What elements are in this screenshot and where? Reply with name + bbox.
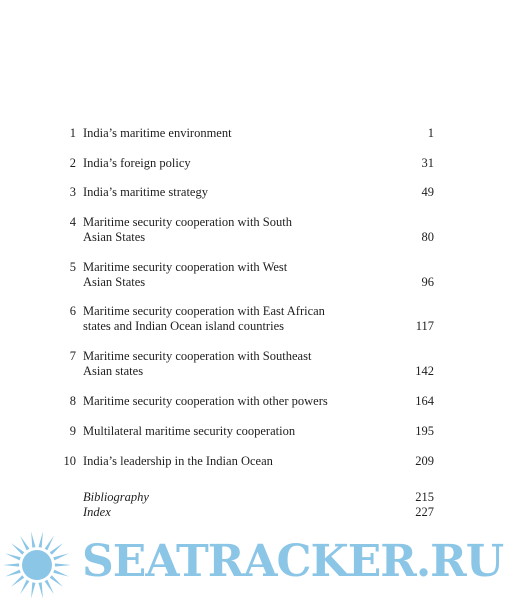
chapter-title: Maritime security cooperation with South bbox=[83, 215, 292, 229]
chapter-number: 3 bbox=[69, 185, 76, 199]
page-number: 117 bbox=[415, 319, 434, 333]
chapter-number: 1 bbox=[69, 126, 76, 140]
sun-ray bbox=[55, 563, 71, 566]
chapter-title: Maritime security cooperation with East African bbox=[83, 304, 325, 318]
sun-ray bbox=[45, 580, 54, 595]
bibliography-label: Bibliography bbox=[83, 490, 149, 504]
page-number: 1 bbox=[427, 126, 434, 140]
chapter-title-continued: Asian states bbox=[83, 364, 144, 378]
sun-ray bbox=[50, 543, 63, 555]
sun-ray bbox=[39, 532, 43, 548]
chapter-title: India’s leadership in the Indian Ocean bbox=[83, 454, 273, 468]
chapter-title-continued: Asian States bbox=[83, 230, 146, 244]
sun-ray bbox=[31, 532, 35, 548]
page-number: 227 bbox=[415, 505, 434, 519]
sun-ray bbox=[50, 575, 63, 587]
sun-ray bbox=[5, 570, 21, 577]
chapter-title: Maritime security cooperation with West bbox=[83, 260, 288, 274]
page-number: 215 bbox=[415, 490, 434, 504]
sun-ray bbox=[53, 553, 69, 560]
sun-ray bbox=[11, 543, 24, 555]
sun-ray bbox=[5, 553, 21, 560]
chapter-number: 5 bbox=[69, 260, 76, 274]
chapter-number: 9 bbox=[69, 424, 76, 438]
sun-ray bbox=[39, 582, 43, 598]
chapter-number: 7 bbox=[69, 349, 76, 363]
page-number: 195 bbox=[415, 424, 434, 438]
sun-ray bbox=[11, 575, 24, 587]
page-number: 31 bbox=[421, 156, 434, 170]
chapter-title: India’s maritime environment bbox=[83, 126, 232, 140]
sun-ray bbox=[3, 563, 19, 566]
page-number: 142 bbox=[415, 364, 434, 378]
chapter-title: Maritime security cooperation with other powers bbox=[83, 394, 328, 408]
sun-ray bbox=[53, 570, 69, 577]
sun-ray bbox=[45, 536, 54, 551]
chapter-number: 4 bbox=[69, 215, 76, 229]
page-number: 164 bbox=[415, 394, 434, 408]
index-label: Index bbox=[83, 505, 111, 519]
page-number: 209 bbox=[415, 454, 434, 468]
watermark-text: SEATRACKER.RU bbox=[82, 536, 504, 587]
chapter-number: 2 bbox=[69, 156, 76, 170]
sun-ray bbox=[31, 582, 35, 598]
page-number: 80 bbox=[421, 230, 434, 244]
page-number: 96 bbox=[421, 275, 434, 289]
chapter-number: 8 bbox=[69, 394, 76, 408]
sun-logo-icon bbox=[0, 520, 80, 601]
chapter-number: 10 bbox=[63, 454, 76, 468]
page-number: 49 bbox=[421, 185, 434, 199]
chapter-title: India’s foreign policy bbox=[83, 156, 191, 170]
chapter-title-continued: Asian States bbox=[83, 275, 146, 289]
sun-ray bbox=[20, 580, 29, 595]
chapter-title-continued: states and Indian Ocean island countries bbox=[83, 319, 284, 333]
chapter-title: India’s maritime strategy bbox=[83, 185, 208, 199]
chapter-title: Maritime security cooperation with Southeast bbox=[83, 349, 312, 363]
chapter-title: Multilateral maritime security cooperation bbox=[83, 424, 296, 438]
chapter-number: 6 bbox=[69, 304, 76, 318]
sun-ray bbox=[20, 536, 29, 551]
